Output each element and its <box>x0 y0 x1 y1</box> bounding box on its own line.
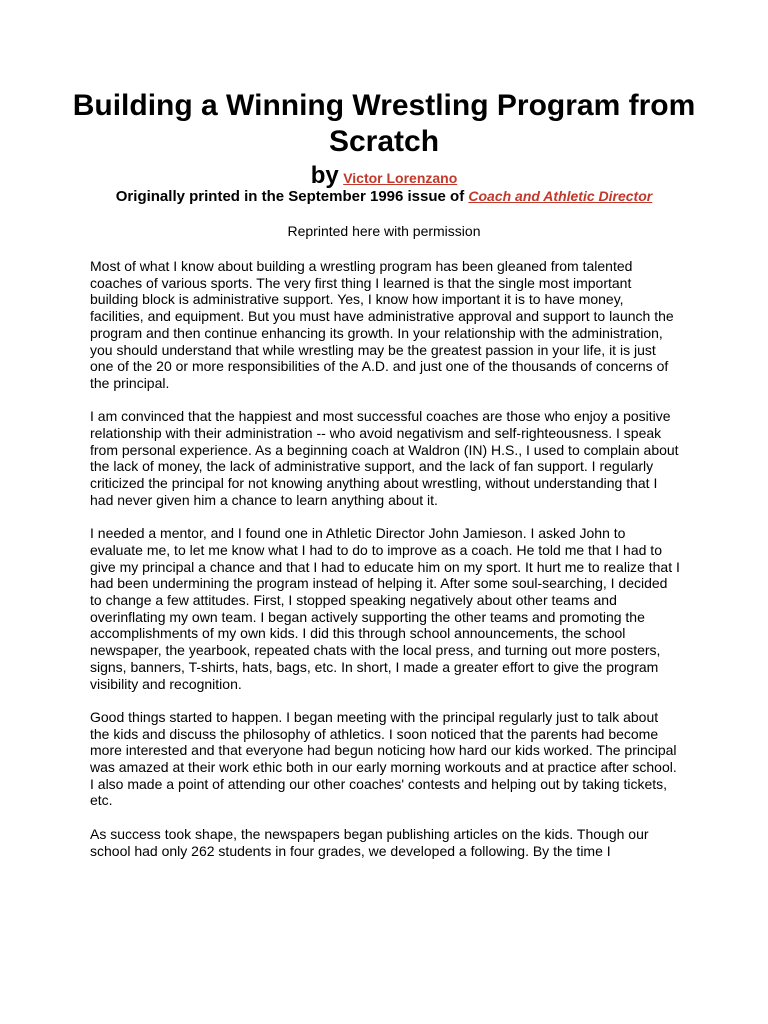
body-paragraph: I am convinced that the happiest and most successful coaches are those who enjoy a positive relationship with their administration -- who avoid negativism and self-righteousness. I speak from personal experience. As a beginning coach at Waldron (IN) H.S., I used to complain about the lack of money, the lack of administrative support, and the lack of fan support. I regularly criticized the principal for not knowing anything about wrestling, without understanding that I had never given him a chance to learn anything about it. <box>90 408 679 508</box>
publication-link[interactable]: Coach and Athletic Director <box>468 188 653 204</box>
body-paragraph: Most of what I know about building a wrestling program has been gleaned from talented coaches of various sports. The very first thing I learned is that the single most important building block is administrative support. Yes, I know how important it is to have money, facilities, and equipment. But you must have administrative approval and support to launch the program and then continue enhancing its growth. In your relationship with the administration, you should understand that while wrestling may be the greatest passion in your life, it is just one of the 20 or more responsibilities of the A.D. and just one of the thousands of concerns of the principal. <box>90 258 674 391</box>
by-label: by <box>310 162 339 189</box>
body-paragraph: I needed a mentor, and I found one in Athletic Director John Jamieson. I asked John to evaluate me, to let me know what I had to do to improve as a coach. He told me that I had to give my principal a chance and that I had to educate him on my sport. It hurt me to realize that I had been undermining the program instead of helping it. After some soul-searching, I decided to change a few attitudes. First, I stopped speaking negatively about other teams and overinflating my own team. I began actively supporting the other teams and promoting the accomplishments of my own kids. I did this through school announcements, the school newspaper, the yearbook, repeated chats with the local press, and turning out more posters, signs, banners, T-shirts, hats, bags, etc. In short, I made a greater effort to give the program visibility and recognition. <box>90 525 680 692</box>
article-body <box>90 258 680 876</box>
original-print-note <box>100 187 668 206</box>
body-paragraph: Good things started to happen. I began meeting with the principal regularly just to talk about the kids and discuss the philosophy of athletics. I soon noticed that the parents had become more interested and that everyone had begun noticing how hard our kids worked. The principal was amazed at their work ethic both in our early morning workouts and at practice after school. I also made a point of attending our other coaches' contests and helping out by taking tickets, etc. <box>90 708 677 809</box>
original-print-prefix: Originally printed in the September 1996 issue of <box>115 188 465 205</box>
body-paragraph: As success took shape, the newspapers began publishing articles on the kids. Though our school had only 262 students in four grades, we developed a following. By the time I <box>90 825 649 859</box>
author-link[interactable]: Victor Lorenzano <box>343 170 458 186</box>
article-title: Building a Winning Wrestling Program from Scratch <box>72 89 696 158</box>
reprint-note: Reprinted here with permission <box>287 223 481 239</box>
